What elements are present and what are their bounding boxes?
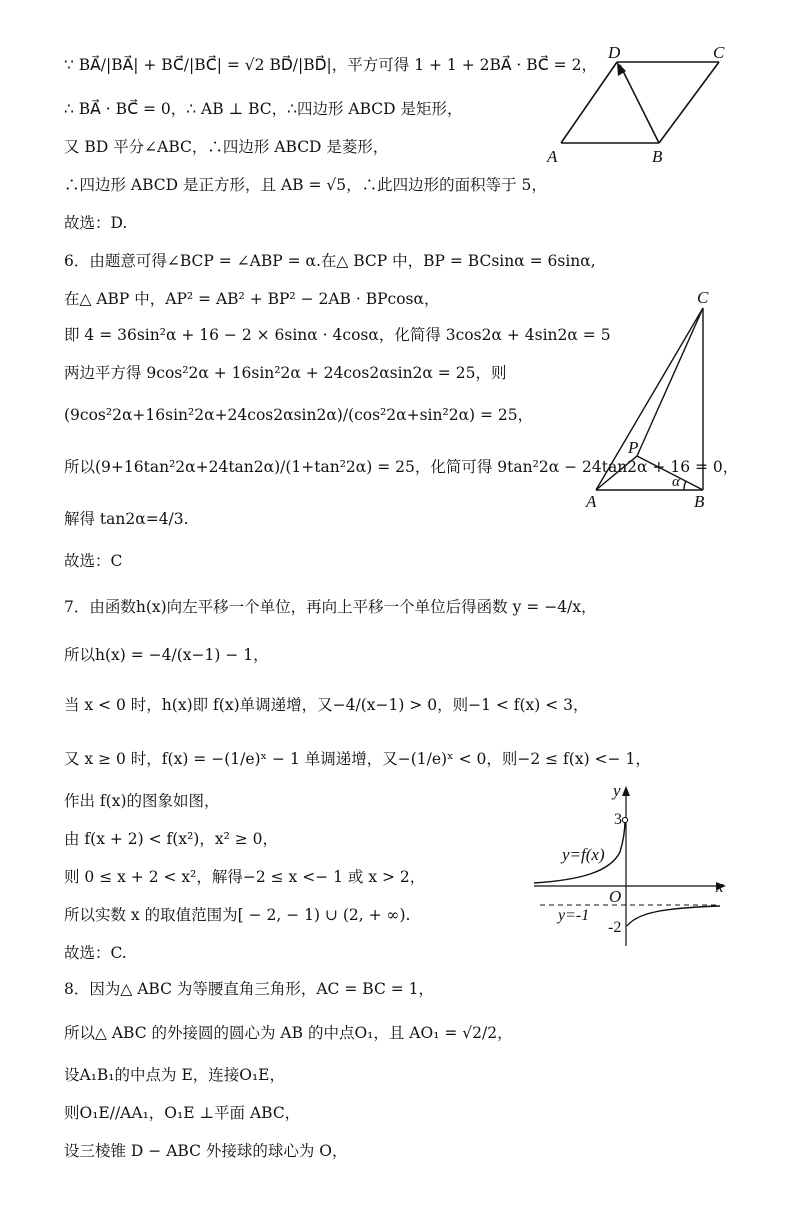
p6-line-1: 6．由题意可得∠BCP = ∠ABP = α.在△ BCP 中，BP = BCsinα = 6sinα, xyxy=(64,252,596,270)
label-c: C xyxy=(697,288,709,307)
p6-line-7: 解得 tan2α=4/3. xyxy=(64,510,189,528)
label-curve: y=f(x) xyxy=(562,845,605,864)
label-x-axis: x xyxy=(716,877,724,896)
label-y-axis: y xyxy=(613,781,621,800)
p8-line-2: 所以△ ABC 的外接圆的圆心为 AB 的中点O₁，且 AO₁ = √2/2， xyxy=(64,1024,513,1042)
p6-line-4: 两边平方得 9cos²2α + 16sin²2α + 24cos2αsin2α = 25，则 xyxy=(64,364,507,382)
label-asymptote: y=-1 xyxy=(558,907,590,924)
label-a: A xyxy=(547,147,558,166)
edge-da xyxy=(561,62,617,143)
label-p: P xyxy=(628,438,639,457)
p7-line-7: 则 0 ≤ x + 2 < x²，解得−2 ≤ x <− 1 或 x > 2， xyxy=(64,868,426,886)
p5-line-1: ∵ BA⃗/|BA⃗| + BC⃗/|BC⃗| = √2 BD⃗/|BD⃗|，平方可得 1 + 1 + 2BA⃗ · BC⃗ = 2， xyxy=(64,56,597,74)
segment-cp xyxy=(637,308,703,456)
label-three: 3 xyxy=(614,811,622,828)
p7-line-8: 所以实数 x 的取值范围为[ − 2, − 1) ∪ (2, + ∞). xyxy=(64,906,411,924)
p6-line-8: 故选：C xyxy=(64,552,123,570)
segment-bp xyxy=(637,456,703,490)
edge-bc xyxy=(659,62,719,143)
label-alpha: α xyxy=(672,474,680,490)
p7-line-3: 当 x < 0 时，h(x)即 f(x)单调递增，又−4/(x−1) > 0，则−1 < f(x) < 3， xyxy=(64,696,589,714)
label-neg-two: -2 xyxy=(608,919,622,936)
curve-right-branch xyxy=(627,906,720,926)
function-graph xyxy=(530,780,740,950)
open-point-icon xyxy=(622,817,627,822)
p8-line-4: 则O₁E//AA₁，O₁E ⊥平面 ABC， xyxy=(64,1104,301,1122)
diagonal-bd xyxy=(620,65,659,143)
p8-line-1: 8．因为△ ABC 为等腰直角三角形，AC = BC = 1， xyxy=(64,980,435,998)
p6-line-6: 所以(9+16tan²2α+24tan2α)/(1+tan²2α) = 25，化简可得 9tan²2α − 24tan2α + 16 = 0， xyxy=(64,458,739,476)
p5-line-5: 故选：D. xyxy=(64,214,128,232)
label-b: B xyxy=(694,492,705,511)
label-d: D xyxy=(608,43,621,62)
p7-line-5: 作出 f(x)的图象如图， xyxy=(64,792,220,810)
triangle-figure xyxy=(580,285,730,517)
y-axis-arrow-icon xyxy=(622,786,630,796)
p5-line-3: 又 BD 平分∠ABC，∴四边形 ABCD 是菱形， xyxy=(64,138,389,156)
p6-line-2: 在△ ABP 中，AP² = AB² + BP² − 2AB · BPcosα， xyxy=(64,290,440,308)
label-a: A xyxy=(586,492,597,511)
p6-line-3: 即 4 = 36sin²α + 16 − 2 × 6sinα · 4cosα，化简得 3cos2α + 4sin2α = 5 xyxy=(64,326,611,344)
angle-alpha-arc xyxy=(684,481,686,490)
p5-line-2: ∴ BA⃗ · BC⃗ = 0，∴ AB ⊥ BC，∴四边形 ABCD 是矩形， xyxy=(64,100,463,118)
p6-line-5: (9cos²2α+16sin²2α+24cos2αsin2α)/(cos²2α+sin²2α) = 25， xyxy=(64,406,534,424)
segment-ap xyxy=(596,456,637,490)
p8-line-5: 设三棱锥 D − ABC 外接球的球心为 O， xyxy=(64,1142,348,1160)
label-c: C xyxy=(713,43,725,62)
p5-line-4: ∴四边形 ABCD 是正方形，且 AB = √5，∴此四边形的面积等于 5， xyxy=(64,176,547,194)
rhombus-figure xyxy=(540,40,740,170)
label-b: B xyxy=(652,147,663,166)
p7-line-9: 故选：C. xyxy=(64,944,127,962)
label-origin: O xyxy=(609,887,622,906)
p7-line-2: 所以h(x) = −4/(x−1) − 1， xyxy=(64,646,269,664)
p7-line-1: 7．由函数h(x)向左平移一个单位，再向上平移一个单位后得函数 y = −4/x， xyxy=(64,598,597,616)
p7-line-4: 又 x ≥ 0 时，f(x) = −(1/e)ˣ − 1 单调递增，又−(1/e)ˣ < 0，则−2 ≤ f(x) <− 1， xyxy=(64,750,651,768)
p8-line-3: 设A₁B₁的中点为 E，连接O₁E， xyxy=(64,1066,285,1084)
p7-line-6: 由 f(x + 2) < f(x²)，x² ≥ 0， xyxy=(64,830,278,848)
